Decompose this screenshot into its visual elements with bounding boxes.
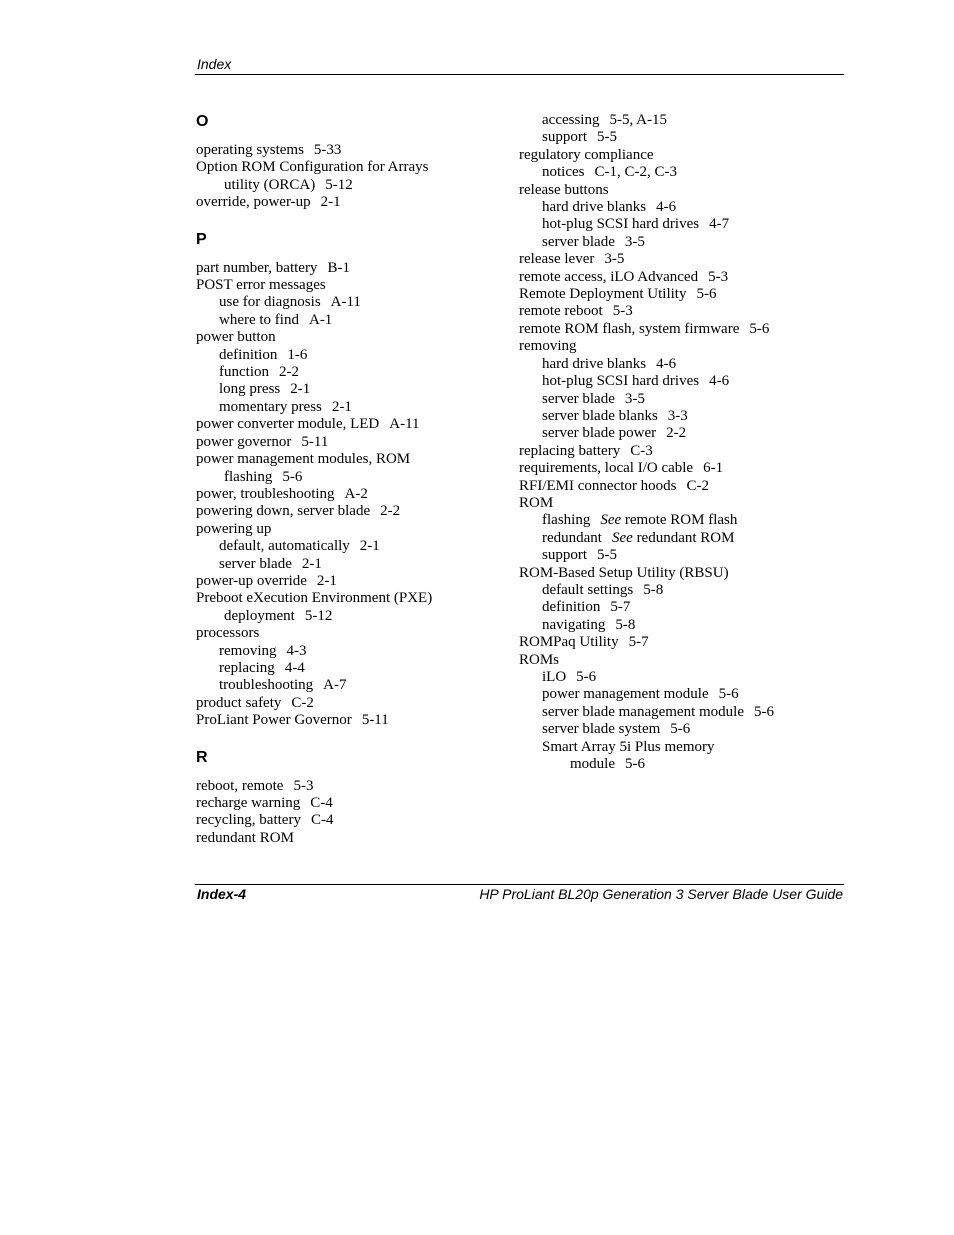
- section-letter: P: [196, 230, 207, 248]
- index-subentry: use for diagnosis A-11: [219, 294, 361, 311]
- index-subentry: hot-plug SCSI hard drives 4-6: [542, 373, 730, 390]
- index-subentry: default, automatically 2-1: [219, 538, 380, 555]
- index-entry: recharge warning C-4: [196, 795, 333, 811]
- index-subentry-continuation: module 5-6: [570, 756, 645, 773]
- page-ref: 5-8: [615, 616, 636, 633]
- index-entry: Option ROM Configuration for Arrays: [196, 159, 429, 176]
- index-subentry: momentary press 2-1: [219, 398, 352, 415]
- header-rule: [195, 74, 844, 75]
- page-ref: 5-12: [325, 176, 353, 193]
- index-entry: Remote Deployment Utility 5-6: [519, 286, 717, 303]
- index-subentry: definition 5-7: [542, 599, 631, 616]
- page-ref: 1-6: [287, 346, 308, 363]
- page-ref: 5-6: [282, 468, 303, 485]
- page-ref: 2-1: [359, 538, 380, 555]
- page-ref: 4-6: [656, 199, 677, 216]
- index-subentry: server blade management module 5-6: [542, 703, 775, 720]
- index-entry: remote ROM flash, system firmware 5-6: [519, 320, 770, 337]
- page-ref: 5-3: [293, 777, 314, 794]
- index-subentry: troubleshooting A-7: [219, 677, 347, 694]
- index-subentry: removing 4-3: [219, 642, 307, 659]
- index-subentry: flashing See remote ROM flash: [542, 512, 738, 529]
- index-entry: remote reboot 5-3: [519, 303, 633, 320]
- page-ref: 4-3: [286, 642, 307, 659]
- index-subentry: server blade 3-5: [542, 390, 645, 407]
- page-ref: C-4: [310, 812, 334, 829]
- page-ref: 5-6: [718, 686, 739, 703]
- page-ref: 5-6: [749, 320, 770, 337]
- page-ref: 5-11: [361, 712, 389, 729]
- page-ref: 3-5: [624, 390, 645, 407]
- index-entry-continuation: utility (ORCA) 5-12: [224, 176, 353, 193]
- index-entry-continuation: deployment 5-12: [224, 607, 333, 624]
- section-letter: R: [196, 748, 208, 766]
- page-ref: 5-5: [597, 547, 617, 564]
- index-entry: ROMs: [519, 651, 560, 668]
- index-entry: power converter module, LED A-11: [196, 416, 420, 433]
- index-entry: reboot, remote 5-3: [196, 777, 314, 794]
- running-header: Index: [197, 56, 232, 72]
- index-subentry: long press 2-1: [219, 381, 311, 398]
- page-ref: 5-6: [696, 286, 717, 303]
- index-entry: remote access, iLO Advanced 5-3: [519, 268, 729, 285]
- index-entry: ROM: [519, 494, 554, 511]
- page-ref: 2-1: [316, 572, 337, 589]
- index-subentry: default settings 5-8: [542, 581, 664, 598]
- index-subentry: iLO 5-6: [542, 669, 597, 685]
- index-entry: override, power-up 2-1: [196, 194, 341, 211]
- section-letter: O: [196, 113, 209, 130]
- page-ref: 4-4: [284, 659, 305, 676]
- index-entry: operating systems 5-33: [196, 142, 342, 158]
- page-ref: 2-2: [279, 364, 299, 381]
- page-ref: A-2: [344, 485, 368, 502]
- index-subentry: navigating 5-8: [542, 616, 636, 633]
- page-ref: 6-1: [703, 460, 724, 477]
- index-subentry: replacing 4-4: [219, 659, 305, 676]
- index-subentry: server blade 3-5: [542, 233, 645, 250]
- index-entry: removing: [519, 338, 577, 355]
- page-ref: A-1: [308, 311, 333, 328]
- index-subentry: function 2-2: [219, 364, 299, 381]
- page-ref: C-3: [630, 442, 653, 459]
- page-ref: 2-1: [290, 381, 311, 398]
- index-entry-continuation: flashing 5-6: [224, 468, 303, 485]
- page-ref: 5-5, A-15: [609, 112, 667, 128]
- page-ref: C-1, C-2, C-3: [594, 164, 677, 181]
- index-entry: product safety C-2: [196, 694, 314, 711]
- page-ref: 2-1: [320, 194, 341, 211]
- page-ref: 2-1: [331, 398, 352, 415]
- index-entry: power, troubleshooting A-2: [196, 485, 368, 502]
- see-reference: See: [611, 529, 633, 546]
- index-section-o: [196, 112, 496, 212]
- index-entry: power management modules, ROM: [196, 451, 411, 468]
- index-entry: regulatory compliance: [519, 146, 654, 163]
- index-entry: power governor 5-11: [196, 433, 329, 450]
- page-ref: A-11: [389, 416, 420, 433]
- index-entry: power button: [196, 329, 276, 346]
- index-section-p: [196, 230, 496, 730]
- index-column-right: [519, 112, 839, 773]
- page-ref: 5-11: [301, 433, 329, 450]
- page-ref: C-4: [310, 795, 333, 811]
- page-ref: 5-6: [576, 669, 597, 685]
- page-ref: 2-2: [666, 425, 687, 442]
- index-subentry: server blade 2-1: [219, 555, 322, 572]
- page-ref: 4-6: [656, 355, 677, 372]
- page-ref: 5-3: [708, 268, 729, 285]
- page-ref: 5-7: [610, 599, 631, 616]
- index-subentry: server blade blanks 3-3: [542, 407, 688, 424]
- index-subentry: hard drive blanks 4-6: [542, 355, 677, 372]
- index-entry: POST error messages: [196, 277, 326, 294]
- index-subentry: definition 1-6: [219, 346, 308, 363]
- page-ref: 4-6: [709, 373, 730, 390]
- footer-rule: [195, 884, 844, 885]
- page-ref: 5-8: [643, 581, 664, 598]
- page-ref: 5-5: [597, 129, 617, 146]
- page-number: Index-4: [197, 886, 247, 902]
- index-entry: power-up override 2-1: [196, 572, 337, 589]
- page-ref: A-11: [330, 294, 361, 311]
- index-entry: ROM-Based Setup Utility (RBSU): [519, 564, 729, 581]
- see-reference: See: [600, 512, 622, 529]
- page-ref: 5-3: [612, 303, 633, 320]
- document-title: HP ProLiant BL20p Generation 3 Server Blade User Guide: [479, 886, 843, 902]
- index-entry: powering down, server blade 2-2: [196, 503, 401, 520]
- index-subentry: where to find A-1: [219, 311, 333, 328]
- index-entry: ProLiant Power Governor 5-11: [196, 712, 389, 729]
- index-entry: release lever 3-5: [519, 251, 625, 268]
- index-subentry: notices C-1, C-2, C-3: [542, 164, 677, 181]
- page-ref: A-7: [323, 677, 347, 694]
- index-subentry: server blade power 2-2: [542, 425, 687, 442]
- page-ref: 3-5: [604, 251, 625, 268]
- index-entry: requirements, local I/O cable 6-1: [519, 460, 724, 477]
- page-ref: 5-6: [754, 703, 775, 720]
- index-entry: powering up: [196, 520, 272, 537]
- index-subentry: support 5-5: [542, 547, 617, 564]
- page-ref: 3-5: [624, 233, 645, 250]
- see-target: redundant ROM: [636, 529, 735, 546]
- page-ref: 4-7: [709, 216, 730, 233]
- index-entry: ROMPaq Utility 5-7: [519, 634, 649, 651]
- index-section-r: [196, 748, 496, 848]
- index-subentry: Smart Array 5i Plus memory: [542, 738, 715, 755]
- page-ref: B-1: [327, 259, 350, 276]
- index-entry: recycling, battery C-4: [196, 812, 334, 829]
- page-ref: 5-7: [628, 634, 649, 651]
- index-subentry: server blade system 5-6: [542, 721, 691, 738]
- page-ref: 3-3: [667, 407, 688, 424]
- index-subentry: hard drive blanks 4-6: [542, 199, 677, 216]
- index-subentry: hot-plug SCSI hard drives 4-7: [542, 216, 730, 233]
- page-ref: 5-33: [313, 142, 342, 158]
- page-ref: 2-2: [380, 503, 401, 520]
- index-column-left: [196, 112, 496, 865]
- index-entry: part number, battery B-1: [196, 259, 350, 276]
- index-entry: replacing battery C-3: [519, 442, 653, 459]
- index-entry: processors: [196, 625, 260, 642]
- page-ref: C-2: [291, 694, 314, 711]
- page-ref: 5-6: [625, 756, 645, 773]
- page-ref: 5-12: [304, 607, 333, 624]
- index-subentry: support 5-5: [542, 129, 617, 146]
- index-subentry: power management module 5-6: [542, 686, 739, 703]
- index-entry: Preboot eXecution Environment (PXE): [196, 590, 433, 607]
- page-ref: 2-1: [301, 555, 322, 572]
- index-subentry: redundant See redundant ROM: [542, 529, 735, 546]
- index-entry: redundant ROM: [196, 829, 294, 846]
- index-entry: release buttons: [519, 181, 609, 198]
- see-target: remote ROM flash: [624, 512, 738, 529]
- page-ref: C-2: [686, 477, 709, 494]
- page-ref: 5-6: [670, 721, 691, 738]
- index-subentry: accessing 5-5, A-15: [542, 112, 667, 128]
- index-entry: RFI/EMI connector hoods C-2: [519, 477, 709, 494]
